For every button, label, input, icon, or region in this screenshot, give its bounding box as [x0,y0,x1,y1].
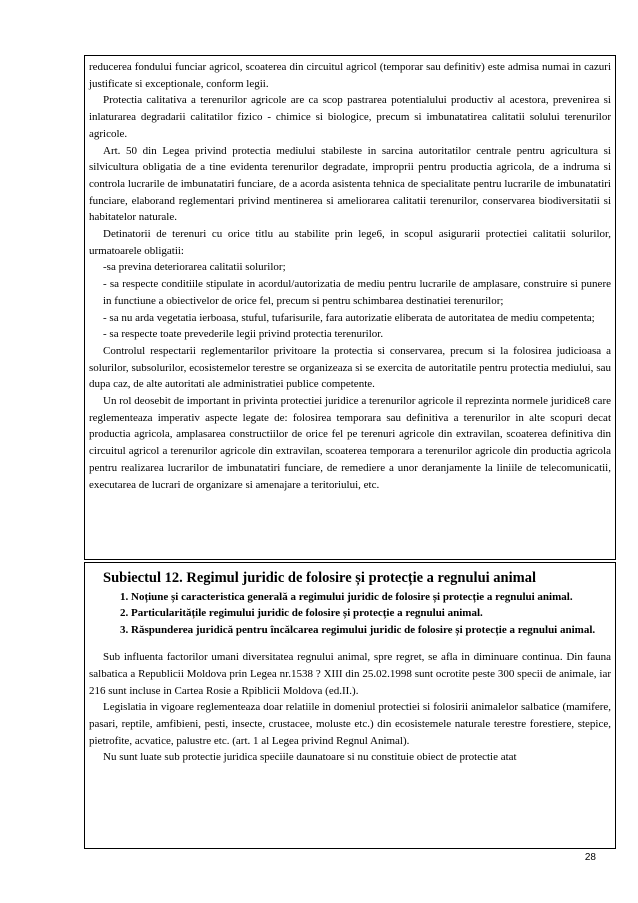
paragraph-7: Sub influenta factorilor umani diversitatea regnului animal, spre regret, se afla in diminuare continua. Din fauna salbatica a Republicii Moldova prin Legea nr.1538 ? XIII din 25.02.1998 sunt ocrotite peste 300 specii de animale, iar 216 sunt incluse in Cartea Rosie a Rpiblicii Moldova (ed.II.). [89,651,611,697]
obligation-item-3: - sa nu arda vegetatia ierboasa, stuful, tufarisurile, fara autorizatie eliberata de autoritatea de mediu competenta; [103,311,595,324]
text-box-subject-12 [84,562,616,849]
obligation-item-4: - sa respecte toate prevederile legii privind protectia terenurilor. [103,328,384,341]
paragraph-2: Protectia calitativa a terenurilor agricole are ca scop pastrarea potentialului productiv al acestora, prevenirea si inlaturarea degradarii calitatilor fizico - chimice si biologice, precum si imbunatatirea calitatii solului terenurilor agricole. [89,94,611,140]
topic-item-3: 3. Răspunderea juridică pentru încălcarea regimului juridic de folosire și protecție a regnului animal. [131,622,611,638]
section-heading: Subiectul 12. Regimul juridic de folosire și protecție a regnului animal [103,570,536,586]
obligation-item-2: - sa respecte conditiile stipulate in acordul/autorizatia de mediu pentru lucrarile de amplasare, construire si punere in functiune a obiectivelor de orice fel, precum si pentru schimbarea destinatiei terenurilor; [103,278,611,307]
page-number: 28 [584,852,596,863]
text-box-continuation [84,55,616,560]
paragraph-9: Nu sunt luate sub protectie juridica speciile daunatoare si nu constituie obiect de protectie atat [103,751,517,764]
paragraph-1: reducerea fondului funciar agricol, scoaterea din circuitul agricol (temporar sau definitiv) este admisa numai in cazuri justificate si exceptionale, conform legii. [89,61,611,90]
paragraph-6: Un rol deosebit de important in privinta protectiei juridice a terenurilor agricole il reprezinta normele juridice8 care reglementeaza imperativ aspecte legate de: folosirea temporara sau definitiva a terenurilor in alte scopuri decat productia agricola, amplasarea constructiilor de orice fel pe terenuri agricole din extravilan, scoaterea definitiva din circuitul agricol a terenurilor agricole din extravilan, scoaterea temporara a terenurilor agricole din productia agricola pentru realizarea lucrarilor de imbunatatiri funciare, de remediere a unor deranjamente la liniile de telecomunicatii, executarea de lucrari de organizare si amenajare a teritoriului, etc. [89,395,611,491]
topic-list [89,589,611,638]
paragraph-3: Art. 50 din Legea privind protectia mediului stabileste in sarcina autoritatilor centrale pentru agricultura si silvicultura obligatia de a tine evidenta terenurilor degradate, improprii pentru productia agricola, de a indruma si controla lucrarile de imbunatatiri funciare, de a acorda asistenta tehnica de specialitate pentru lucrarile de imbunatatiri funciare, elaborand reglementari privind mentinerea si ameliorarea calitatii terenurilor, conservarea biodiversitatii si habitatelor naturale. [89,144,611,224]
obligation-item-1: -sa previna deteriorarea calitatii solurilor; [103,261,286,274]
topic-item-1: 1. Noțiune și caracteristica generală a regimului juridic de folosire și protecție a regnului animal. [131,589,611,605]
paragraph-4: Detinatorii de terenuri cu orice titlu au stabilite prin lege6, in scopul asigurarii protectiei calitatii solurilor, urmatoarele obligatii: [89,228,611,257]
spacer [89,638,611,649]
topic-item-2: 2. Particularitățile regimului juridic de folosire și protecție a regnului animal. [131,605,611,621]
paragraph-8: Legislatia in vigoare reglementeaza doar relatiile in domeniul protectiei si folosirii animalelor salbatice (mamifere, pasari, reptile, amfibieni, pesti, insecte, crustacee, moluste etc.) din ecosistemele naturale terestre forestiere, stepice, pietrofite, acvatice, palustre etc. (art. 1 al Legea privind Regnul Animal). [89,701,611,747]
paragraph-5: Controlul respectarii reglementarilor privitoare la protectia si conservarea, precum si la folosirea judicioasa a solurilor, subsolurilor, ecosistemelor terestre se organizeaza si se exercita de autoritatile pentru protectia mediului, sau dupa caz, de alte autoritati ale administratiei publice competente. [89,344,611,391]
